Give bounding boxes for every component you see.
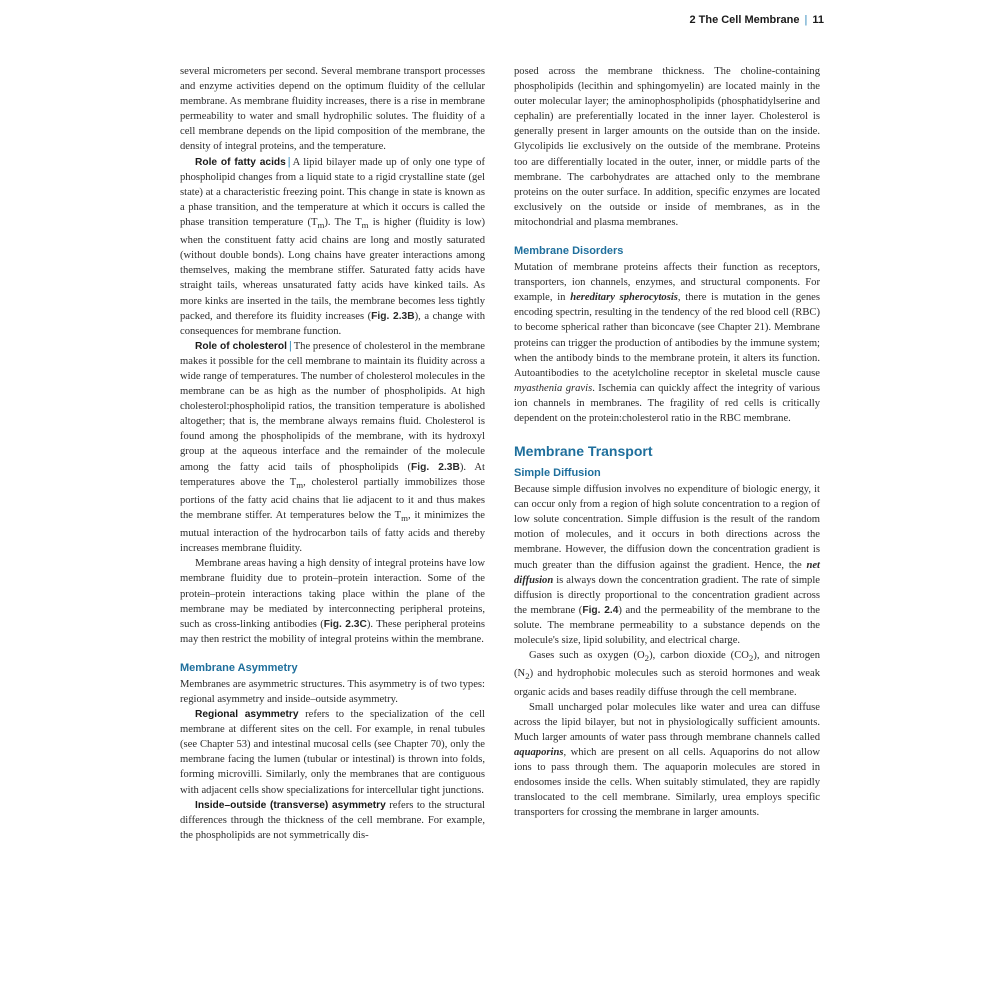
paragraph-asymmetry: Membranes are asymmetric structures. This asymmetry is of two types: regional asymmetry and inside–outside asymmetry. [180, 678, 485, 705]
figure-reference: Fig. 2.3B [371, 310, 415, 322]
paragraph-simple-diffusion: Because simple diffusion involves no expenditure of biologic energy, it can occur only from a region of high solute concentration to a region of low solute concentration. Simple diffusion is the result of the random motion of molecules, and it occurs in both directions across the membrane. However, the diffusion down the concentration gradient is much greater than the diffusion against the gradient. Hence, the net diffusion is always down the concentration gradient. The rate of simple diffusion is directly proportional to the concentration gradient across the membrane (Fig. 2.4) and the permeability of the membrane to the solute. The membrane permeability to a substance depends on the molecule's size, lipid solubility, and electrical charge. [514, 484, 820, 646]
section-heading-asymmetry: Membrane Asymmetry [180, 661, 298, 674]
key-term: hereditary spherocytosis [570, 292, 678, 304]
paragraph-fluidity: several micrometers per second. Several membrane transport processes and enzyme activities depend on the optimum fluidity of the cellular membrane. As membrane fluidity increases, there is a rise in membrane permeability to water and small hydrophilic solutes. The fluidity of a cell membrane depends on the lipid composition of the membrane, the density of integral proteins, and the temperature. [180, 66, 485, 153]
paragraph-gases: Gases such as oxygen $(O_2)$, carbon dioxide $(CO_2)$, and nitrogen $(N_2)$ and hydrophobic molecules such as steroid hormones and weak organic acids and bases readily diffuse through the cell membrane. [514, 650, 820, 698]
paragraph-fatty-acids: Role of fatty acids | A lipid bilayer made up of only one type of phospholipid changes from a liquid state to a rigid crystalline state (gel state) at a characteristic freezing point. This change in state is known as a phase transition, and the temperature at which it occurs is called the phase transition temperature $(T_m)$. The $T_m$ is higher (fluidity is low) when the constituent fatty acid chains are long and mostly saturated (without double bonds). Long chains have greater interactions among themselves, making the membrane stiffer. Saturated fatty acids have straight tails, whereas unsaturated fatty acids have kinked tails. As more kinks are inserted in the tails, the membrane becomes less tightly packed, and therefore its fluidity increases (Fig. 2.3B), a change with consequences for membrane function. [180, 155, 486, 337]
right-column [514, 64, 820, 820]
paragraph-regional-asymmetry: Regional asymmetry refers to the specialization of the cell membrane at different sites on the cell. For example, in renal tubules (see Chapter 53) and intestinal mucosal cells (see Chapter 70), only the membrane facing the lumen (tubular or intestinal) is thrown into folds, forming microvilli. Similarly, only the membranes that are contiguous with adjacent cells show specializations for intercellular tight junctions. [180, 709, 485, 796]
chapter-title: 2 The Cell Membrane [689, 14, 800, 26]
subsection-heading-simple-diffusion: Simple Diffusion [514, 467, 601, 480]
paragraph-cholesterol: Role of cholesterol | The presence of cholesterol in the membrane makes it possible for the cell membrane to maintain its fluidity across a wide range of temperatures. The number of cholesterol molecules in the membrane can be as high as the number of phospholipids. At high cholesterol:phospholipid ratios, the transition temperature is abolished altogether; that is, the membrane always remains fluid. Cholesterol is found among the phospholipids of the membrane, with its hydroxyl group at the aqueous interface and the remainder of the molecule among the fatty acid tails of phospholipids (Fig. 2.3B). At temperatures above the $T_m$, cholesterol partially immobilizes those portions of the fatty acid chains that lie adjacent to it and thus makes the membrane stiffer. At temperatures below the $T_m$, it minimizes the mutual interaction of the hydrocarbon tails of fatty acids and thereby increases membrane fluidity. [180, 339, 485, 555]
key-term: net diffusion [514, 559, 820, 586]
key-term: aquaporins [514, 746, 564, 758]
section-heading-transport: Membrane Transport [514, 443, 653, 460]
heading-bar: | [287, 155, 291, 168]
key-term: myasthenia gravis [514, 382, 593, 394]
bold-term: Regional asymmetry [195, 709, 299, 721]
paragraph-asymmetry-continued: posed across the membrane thickness. The choline-containing phospholipids (lecithin and sphingomyelin) are located mainly in the outer molecular layer; the aminophospholipids (phosphatidylserine and cephalin) are preferentially located in the inner layer. Cholesterol is generally present in larger amounts on the outside than on the inside. Glycolipids lie exclusively on the outside of the membrane. Proteins too are differentially located in the outer, inner, or middle parts of the membrane. The carbohydrates are attached only to the membrane proteins on the outer surface. In addition, specific enzymes are located exclusively on the outside or inside of membranes, as in the mitochondrial and plasma membranes. [514, 66, 820, 228]
paragraph-polar-molecules: Small uncharged polar molecules like water and urea can diffuse across the lipid bilayer, but not in physiologically sufficient amounts. Much larger amounts of water pass through membrane channels called aquaporins, which are present on all cells. Aquaporins do not allow ions to pass through them. The aquaporin molecules are stored in endosomes inside the cells. When suitably stimulated, they are rapidly translocated to the cell membrane. Similarly, urea employs specific transporters for crossing the membrane in larger amounts. [514, 701, 820, 819]
figure-reference: Fig. 2.4 [582, 604, 619, 616]
heading-bar: | [288, 339, 292, 352]
left-column [180, 64, 485, 843]
bold-term: Inside–outside (transverse) asymmetry [195, 799, 386, 811]
section-heading-disorders: Membrane Disorders [514, 245, 624, 258]
page-number: 11 [812, 14, 824, 26]
header-separator: | [804, 14, 808, 26]
run-in-heading: Role of cholesterol [195, 340, 287, 352]
run-in-heading: Role of fatty acids [195, 156, 286, 168]
figure-reference: Fig. 2.3B [411, 461, 460, 473]
figure-reference: Fig. 2.3C [323, 618, 367, 630]
running-head [689, 14, 824, 26]
paragraph-disorders: Mutation of membrane proteins affects their function as receptors, transporters, ion channels, enzymes, and structural components. For example, in hereditary spherocytosis, there is mutation in the genes encoding spectrin, resulting in the tendency of the red blood cell (RBC) to become spherical rather than biconcave (see Chapter 21). Membrane proteins can trigger the production of antibodies by the immune system; when the antibody binds to the membrane protein, it alters its function. Autoantibodies to the acetylcholine receptor in skeletal muscle cause myasthenia gravis. Ischemia can quickly affect the integrity of various ion channels in membranes. The fragility of red cells is critically dependent on the protein:cholesterol ratio in the RBC membrane. [514, 262, 820, 424]
paragraph-integral-proteins: Membrane areas having a high density of integral proteins have low membrane fluidity due to protein–protein interaction. Some of the protein–protein interactions taking place within the plane of the membrane may be mediated by interconnecting peripheral proteins, such as cross-linking antibodies (Fig. 2.3C). These peripheral proteins may then restrict the mobility of integral proteins within the membrane. [180, 558, 485, 645]
paragraph-transverse-asymmetry: Inside–outside (transverse) asymmetry refers to the structural differences through the thickness of the cell membrane. For example, the phospholipids are not symmetrically dis- [180, 799, 485, 841]
